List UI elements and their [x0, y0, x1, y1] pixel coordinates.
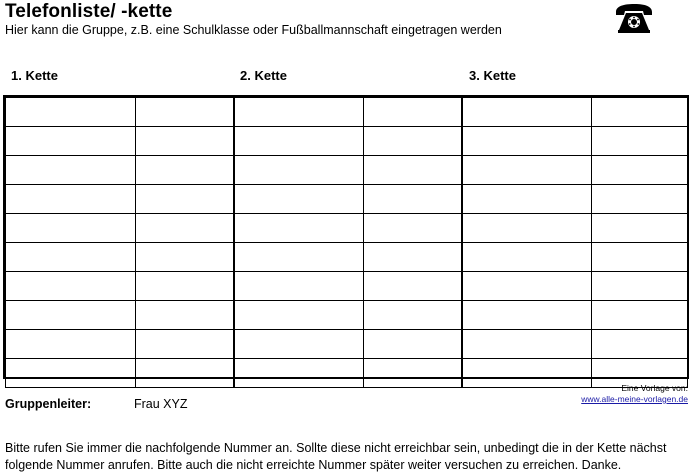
- table-cell[interactable]: [364, 98, 462, 127]
- table-row: [6, 185, 688, 214]
- table-cell[interactable]: [364, 359, 462, 388]
- table-cell[interactable]: [136, 301, 234, 330]
- table-cell[interactable]: [234, 330, 364, 359]
- table-cell[interactable]: [592, 98, 688, 127]
- table-cell[interactable]: [234, 359, 364, 388]
- table-cell[interactable]: [364, 330, 462, 359]
- table-cell[interactable]: [592, 127, 688, 156]
- table-cell[interactable]: [6, 301, 136, 330]
- credit-label: Eine Vorlage von:: [621, 383, 688, 393]
- credit-link[interactable]: www.alle-meine-vorlagen.de: [581, 394, 688, 404]
- phone-chain-table: [3, 95, 689, 379]
- table-cell[interactable]: [462, 359, 592, 388]
- chain-heading-1: 1. Kette: [11, 68, 58, 83]
- table-cell[interactable]: [462, 272, 592, 301]
- page-subtitle: Hier kann die Gruppe, z.B. eine Schulklasse oder Fußballmannschaft eingetragen werden: [5, 23, 502, 37]
- table-cell[interactable]: [462, 98, 592, 127]
- table-cell[interactable]: [6, 127, 136, 156]
- table-cell[interactable]: [364, 214, 462, 243]
- phone-chain-grid: [5, 97, 688, 388]
- table-cell[interactable]: [6, 214, 136, 243]
- table-row: [6, 301, 688, 330]
- table-row: [6, 156, 688, 185]
- table-cell[interactable]: [462, 214, 592, 243]
- instructions-text: Bitte rufen Sie immer die nachfolgende Nummer an. Sollte diese nicht erreichbar sein, unbedingt die in der Kette nächst folgende Nummer anrufen. Bitte auch die nicht erreichte Nummer später weiter versuchen zu erreichen. Danke.: [5, 441, 667, 472]
- table-cell[interactable]: [136, 330, 234, 359]
- table-row: [6, 214, 688, 243]
- table-cell[interactable]: [136, 185, 234, 214]
- table-cell[interactable]: [234, 98, 364, 127]
- table-row: [6, 330, 688, 359]
- table-row: [6, 243, 688, 272]
- table-cell[interactable]: [6, 330, 136, 359]
- table-cell[interactable]: [364, 301, 462, 330]
- table-cell[interactable]: [6, 98, 136, 127]
- table-cell[interactable]: [364, 243, 462, 272]
- table-cell[interactable]: [234, 127, 364, 156]
- table-cell[interactable]: [234, 214, 364, 243]
- chain-heading-2: 2. Kette: [240, 68, 287, 83]
- table-cell[interactable]: [462, 156, 592, 185]
- table-cell[interactable]: [136, 272, 234, 301]
- table-cell[interactable]: [136, 156, 234, 185]
- table-cell[interactable]: [6, 359, 136, 388]
- table-cell[interactable]: [462, 185, 592, 214]
- table-cell[interactable]: [136, 359, 234, 388]
- table-cell[interactable]: [592, 330, 688, 359]
- table-cell[interactable]: [592, 156, 688, 185]
- table-cell[interactable]: [234, 301, 364, 330]
- page-title: Telefonliste/ -kette: [5, 1, 173, 22]
- table-cell[interactable]: [592, 185, 688, 214]
- table-cell[interactable]: [592, 243, 688, 272]
- table-cell[interactable]: [592, 214, 688, 243]
- table-cell[interactable]: [462, 243, 592, 272]
- table-cell[interactable]: [364, 272, 462, 301]
- table-row: [6, 272, 688, 301]
- table-row: [6, 98, 688, 127]
- table-cell[interactable]: [234, 243, 364, 272]
- table-cell[interactable]: [234, 185, 364, 214]
- table-cell[interactable]: [462, 330, 592, 359]
- table-cell[interactable]: [462, 301, 592, 330]
- table-cell[interactable]: [136, 127, 234, 156]
- group-leader-label: Gruppenleiter:: [5, 397, 92, 411]
- table-cell[interactable]: [364, 127, 462, 156]
- table-cell[interactable]: [234, 272, 364, 301]
- table-cell[interactable]: [592, 272, 688, 301]
- table-cell[interactable]: [136, 243, 234, 272]
- template-credit: [581, 383, 688, 405]
- table-cell[interactable]: [6, 156, 136, 185]
- table-cell[interactable]: [234, 156, 364, 185]
- table-row: [6, 127, 688, 156]
- table-cell[interactable]: [592, 301, 688, 330]
- table-cell[interactable]: [136, 214, 234, 243]
- telephone-icon: [614, 3, 654, 35]
- table-cell[interactable]: [6, 243, 136, 272]
- table-cell[interactable]: [6, 185, 136, 214]
- table-cell[interactable]: [6, 272, 136, 301]
- table-cell[interactable]: [136, 98, 234, 127]
- table-cell[interactable]: [462, 127, 592, 156]
- table-cell[interactable]: [364, 156, 462, 185]
- chain-heading-3: 3. Kette: [469, 68, 516, 83]
- table-cell[interactable]: [364, 185, 462, 214]
- group-leader-value: Frau XYZ: [134, 397, 188, 411]
